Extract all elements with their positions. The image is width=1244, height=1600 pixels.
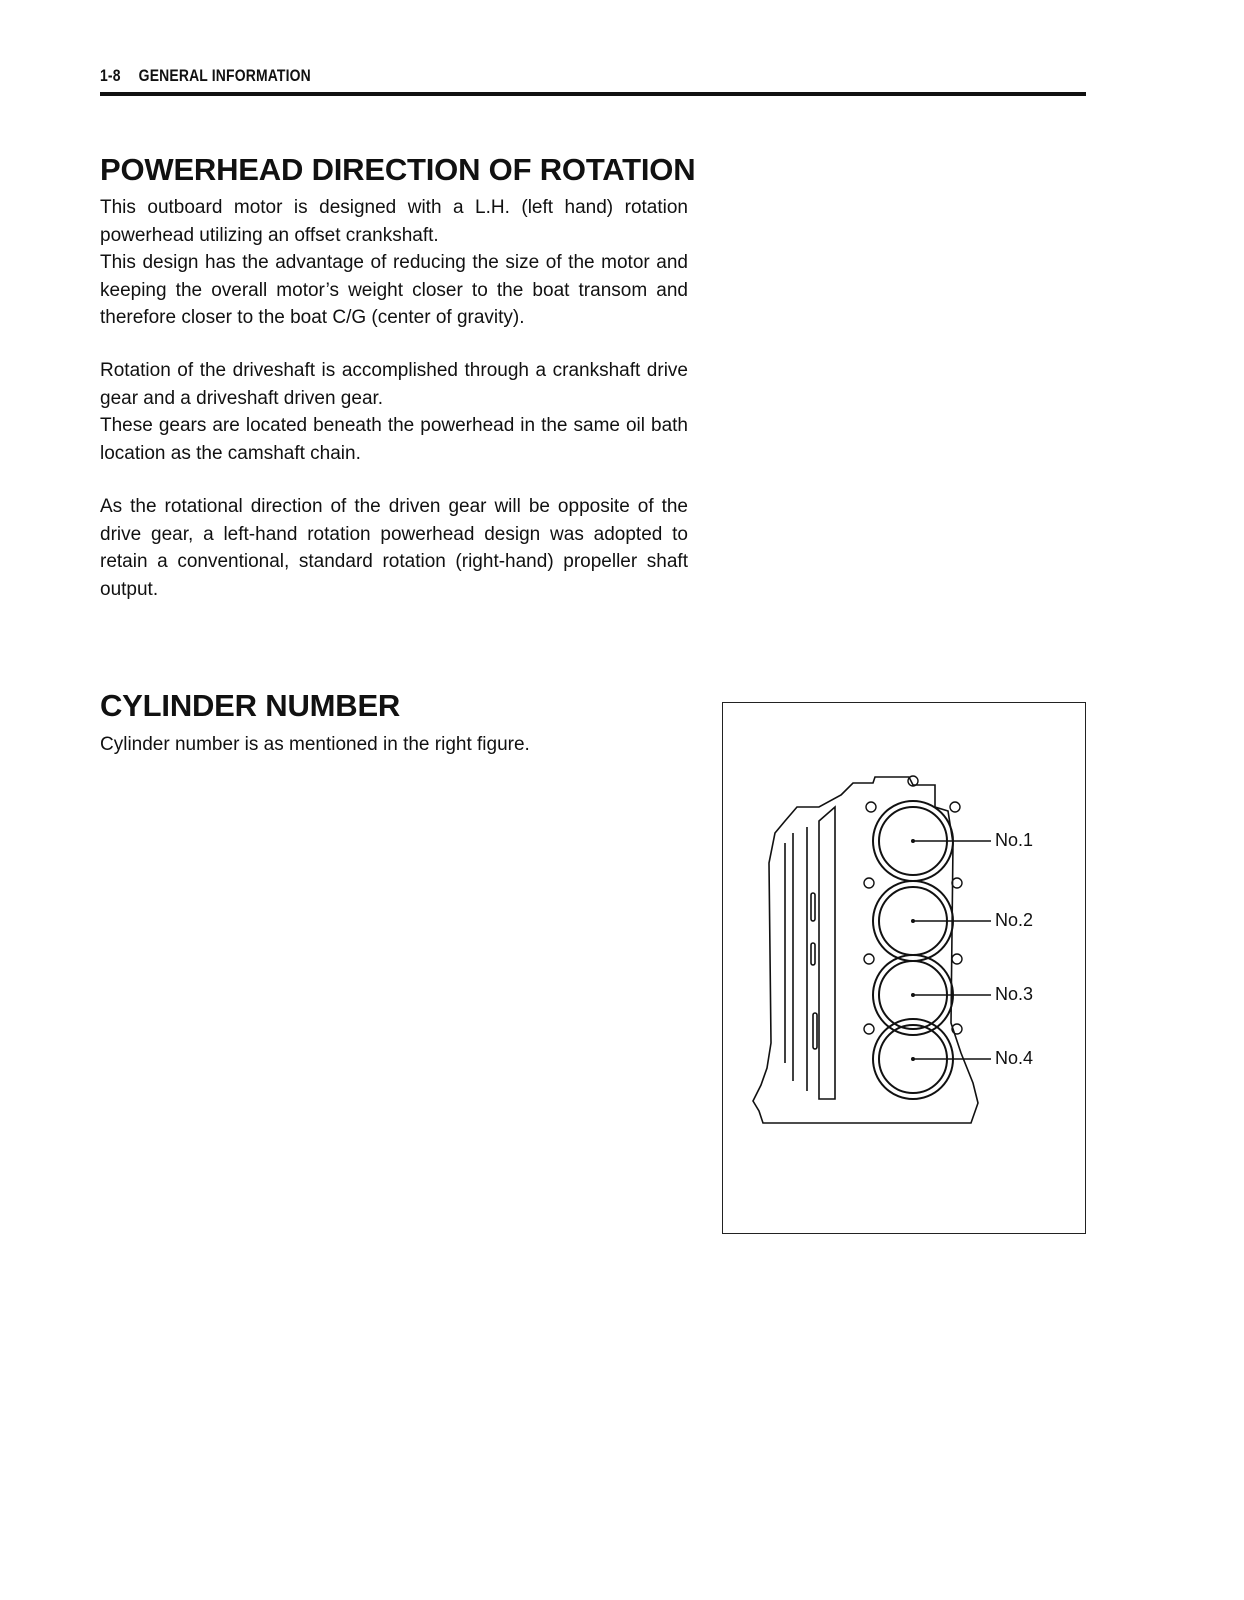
section-name: GENERAL INFORMATION: [138, 66, 311, 85]
callout-no4: No.4: [995, 1048, 1034, 1068]
page-header: [100, 66, 1086, 86]
page-number: 1-8: [100, 66, 121, 85]
callout-no3: No.3: [995, 984, 1034, 1004]
callout-no1: No.1: [995, 830, 1034, 850]
callout-no2: No.2: [995, 910, 1034, 930]
header-rule: [100, 92, 1086, 96]
paragraph-cylinder: Cylinder number is as mentioned in the right figure.: [100, 734, 530, 755]
cylinder-figure: [722, 702, 1086, 1234]
paragraph-2: Rotation of the driveshaft is accomplished through a crankshaft drive gear and a driveshaft driven gear. These gears are located beneath the powerhead in the same oil bath location as the camshaft chain.: [100, 360, 688, 464]
engine-block-icon: [723, 703, 1087, 1235]
paragraph-1: This outboard motor is designed with a L.H. (left hand) rotation powerhead utilizing an offset crankshaft. This design has the advantage of reducing the size of the motor and keeping the overall motor’s weight closer to the boat transom and therefore closer to the boat C/G (center of gravity).: [100, 197, 688, 328]
section-title-rotation: POWERHEAD DIRECTION OF ROTATION: [100, 152, 696, 187]
paragraph-3: As the rotational direction of the driven gear will be opposite of the drive gear, a left-hand rotation powerhead design was adopted to retain a conventional, standard rotation (right-hand) propeller shaft output.: [100, 496, 688, 600]
section-title-cylinder: CYLINDER NUMBER: [100, 688, 401, 723]
